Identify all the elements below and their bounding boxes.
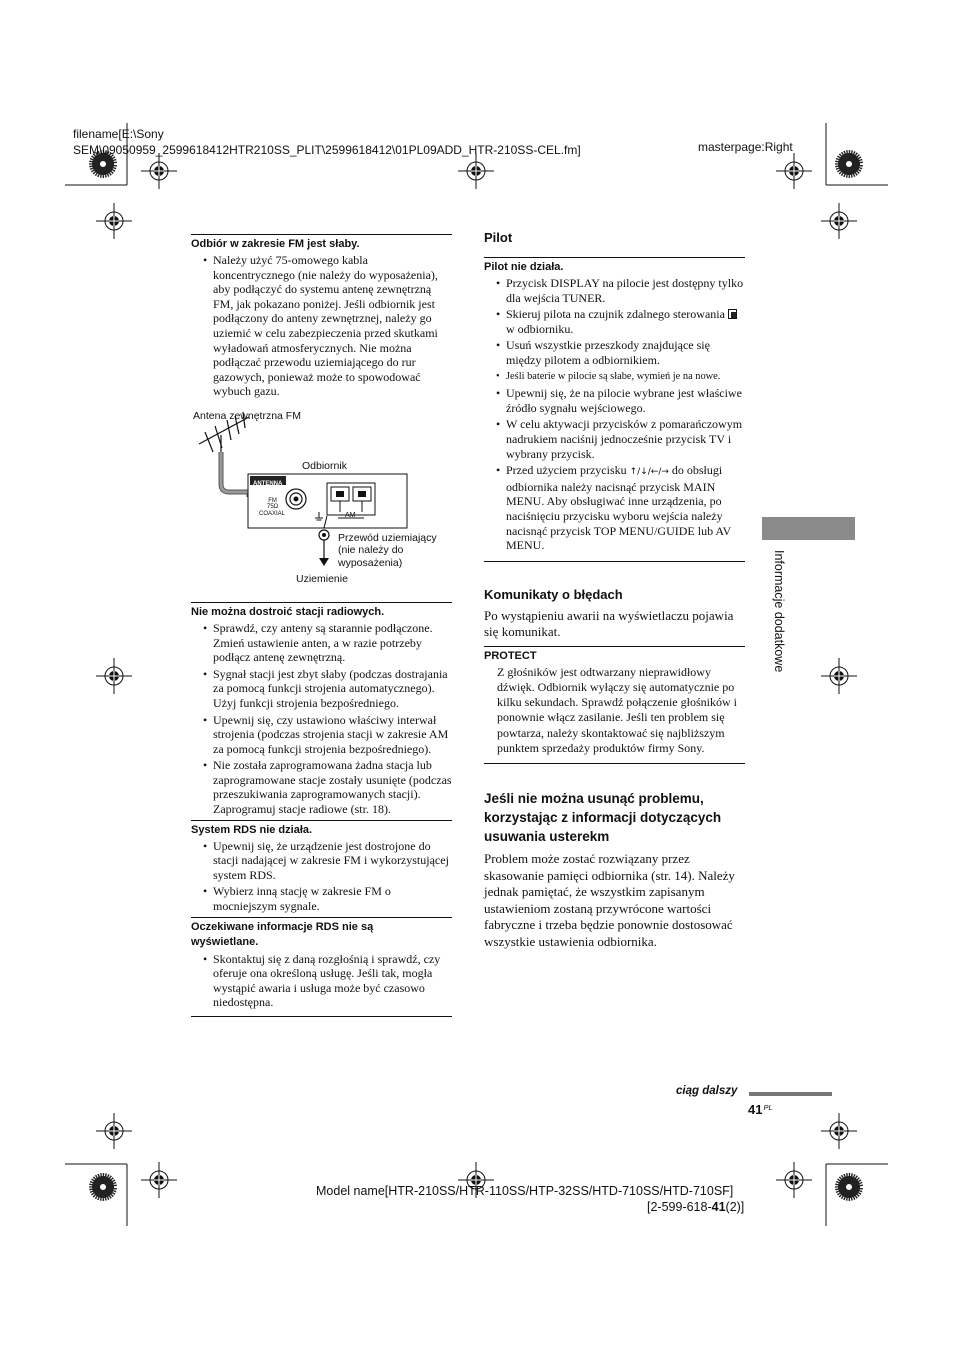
pilot-list (484, 276, 745, 553)
fm-coaxial-label: FM 75Ω (267, 497, 279, 511)
section-no-tuning-list (191, 621, 452, 817)
list-item: • Upewnij się, że na pilocie wybrane jest właściwe źródło sygnału wejściowego. (484, 386, 745, 415)
section-no-tuning-heading: Nie można dostroić stacji radiowych. (191, 602, 452, 619)
section-fm-weak-heading: Odbiór w zakresie FM jest słaby. (191, 234, 452, 251)
pilot-heading: Pilot nie działa. (484, 257, 745, 274)
list-item: • Usuń wszystkie przeszkody znajdujące się między pilotem a odbiornikiem. (484, 338, 745, 367)
final-text: Problem może zostać rozwiązany przez skasowanie pamięci odbiornika (str. 14). Należy jednak pamiętać, że wszystkim zapisanym ustawieniom zostaną przywrócone wartości fabryczne i trzeba będzie ponownie dostosować wszystkie ustawienia odbiornika. (484, 851, 735, 950)
filename-line2: SEM\09050959_2599618412HTR210SS_PLIT\2599618412\01PL09ADD_HTR-210SS-CEL.fm] (73, 143, 581, 157)
model-name: Model name[HTR-210SS/HTR-110SS/HTP-32SS/HTD-710SS/HTD-710SF] (316, 1184, 734, 1198)
list-item: • Skontaktuj się z daną rozgłośnią i sprawdź, czy oferuje ona określoną usługę. Jeśli tak, mogła wystąpić awaria i usługa może być czasowo niedostępna. (191, 952, 452, 1010)
remote-sensor-icon (728, 309, 737, 319)
continued-label: ciąg dalszy (676, 1085, 738, 1097)
ground-label: Uziemienie (296, 572, 348, 585)
antenna-diagram-drawing (191, 402, 452, 602)
list-item: • Upewnij się, czy ustawiono właściwy interwał strojenia (podczas strojenia stacji w zakresie AM za pomocą funkcji strojenia bezpośredniego). (191, 713, 452, 757)
page-number: $41^{PL}$ (748, 1102, 773, 1117)
list-item: • Skieruj pilota na czujnik zdalnego sterowania w odbiorniku. (484, 307, 745, 336)
section-rds-info-heading: Oczekiwane informacje RDS nie są wyświetlane. (191, 917, 452, 950)
section-rds-list (191, 839, 452, 914)
protect-text: Z głośników jest odtwarzany nieprawidłowy dźwięk. Odbiornik wyłączy się automatycznie po kilku sekundach. Sprawdź połączenie głośników i ponownie włącz zasilanie. Jeśli ten problem się powtarza, należy skontaktować się najbliższym punktem sprzedaży produktów firmy Sony. (497, 664, 737, 755)
ground-wire-label: Przewód uziemiający (nie należy do wyposażenia) (338, 531, 437, 569)
list-item: • Upewnij się, że urządzenie jest dostrojone do stacji nadającej w zakresie FM i wykorzystującej system RDS. (191, 839, 452, 883)
errors-title: Komunikaty o błędach (484, 586, 623, 602)
pilot-end-rule (484, 561, 745, 562)
masterpage-label: masterpage:Right (698, 140, 793, 154)
list-item: • Przed użyciem przycisku ↑/↓/←/→ do obsługi odbiornika należy nacisnąć przycisk MAIN MENU. Aby obsługiwać inne urządzenia, po naciśnięciu przycisku wyboru wejścia należy nacisnąć przycisk TOP MENU/GUIDE lub AV MENU. (484, 463, 745, 553)
doc-code: [2-599-618-41(2)] (647, 1200, 745, 1214)
list-item: • Wybierz inną stację w zakresie FM o mocniejszym sygnale. (191, 884, 452, 913)
section-rds-info-list (191, 952, 452, 1010)
list-item: • Nie została zaprogramowana żadna stacja lub zaprogramowane stacje zostały usunięte (podczas przeszukiwania zaprogramowanych stacji). Zaprogramuj stacje radiowe (str. 18). (191, 758, 452, 816)
section-end-rule (191, 1016, 452, 1017)
list-item: • Sprawdź, czy anteny są starannie podłączone. Zmień ustawienie anten, a w razie potrzeby podłącz antenę zewnętrzną. (191, 621, 452, 665)
list-item: • W celu aktywacji przycisków z pomarańczowym nadrukiem naciśnij jednocześnie przycisk TV i wybrany przycisk. (484, 417, 745, 461)
arrow-keys-icon: ↑/↓/←/→ (629, 467, 669, 478)
final-title: Jeśli nie można usunąć problemu, korzystając z informacji dotyczących usuwania usterekm (484, 791, 722, 845)
filename-line1: filename[E:\Sony (73, 127, 164, 141)
receiver-label: Odbiornik (302, 459, 347, 472)
list-item: • Sygnał stacji jest zbyt słaby (podczas dostrajania za pomocą funkcji strojenia automatycznego). Użyj funkcji strojenia bezpośredniego. (191, 667, 452, 711)
antenna-panel-label: ANTENNA (253, 480, 283, 487)
list-item: • Należy użyć 75-omowego kabla koncentrycznego (nie należy do wyposażenia), aby podłączyć do systemu antenę zewnętrzną FM, jak pokazano poniżej. Jeśli odbiornik jest podłączony do anteny zewnętrznej, należy go uziemić w celu zabezpieczenia przed skutkami wyładowań atmosferycznych. Nie można podłączać przewodu uziemiającego do rur gazowych, ponieważ może to spowodować wybuch gazu. (191, 253, 452, 399)
section-rds-heading: System RDS nie działa. (191, 820, 452, 837)
errors-end-rule (484, 763, 745, 764)
list-item: • Przycisk DISPLAY na pilocie jest dostępny tylko dla wejścia TUNER. (484, 276, 745, 305)
am-label: AM (345, 511, 356, 519)
protect-heading: PROTECT (484, 646, 745, 663)
side-tab-label: Informacje dodatkowe (772, 550, 786, 673)
left-column (191, 234, 452, 1017)
section-fm-weak-list (191, 253, 452, 399)
right-column (484, 226, 745, 951)
antenna-diagram (191, 402, 452, 602)
coaxial-label: COAXIAL (259, 510, 286, 517)
list-item: • Jeśli baterie w pilocie są słabe, wymień je na nowe. (484, 370, 745, 385)
errors-intro: Po wystąpieniu awarii na wyświetlaczu pojawia się komunikat. (484, 607, 734, 640)
pilot-title: Pilot (484, 230, 513, 245)
continued-bar (749, 1092, 832, 1096)
side-tab-bar (762, 517, 855, 540)
antenna-label: Antena zewnętrzna FM (193, 409, 301, 422)
